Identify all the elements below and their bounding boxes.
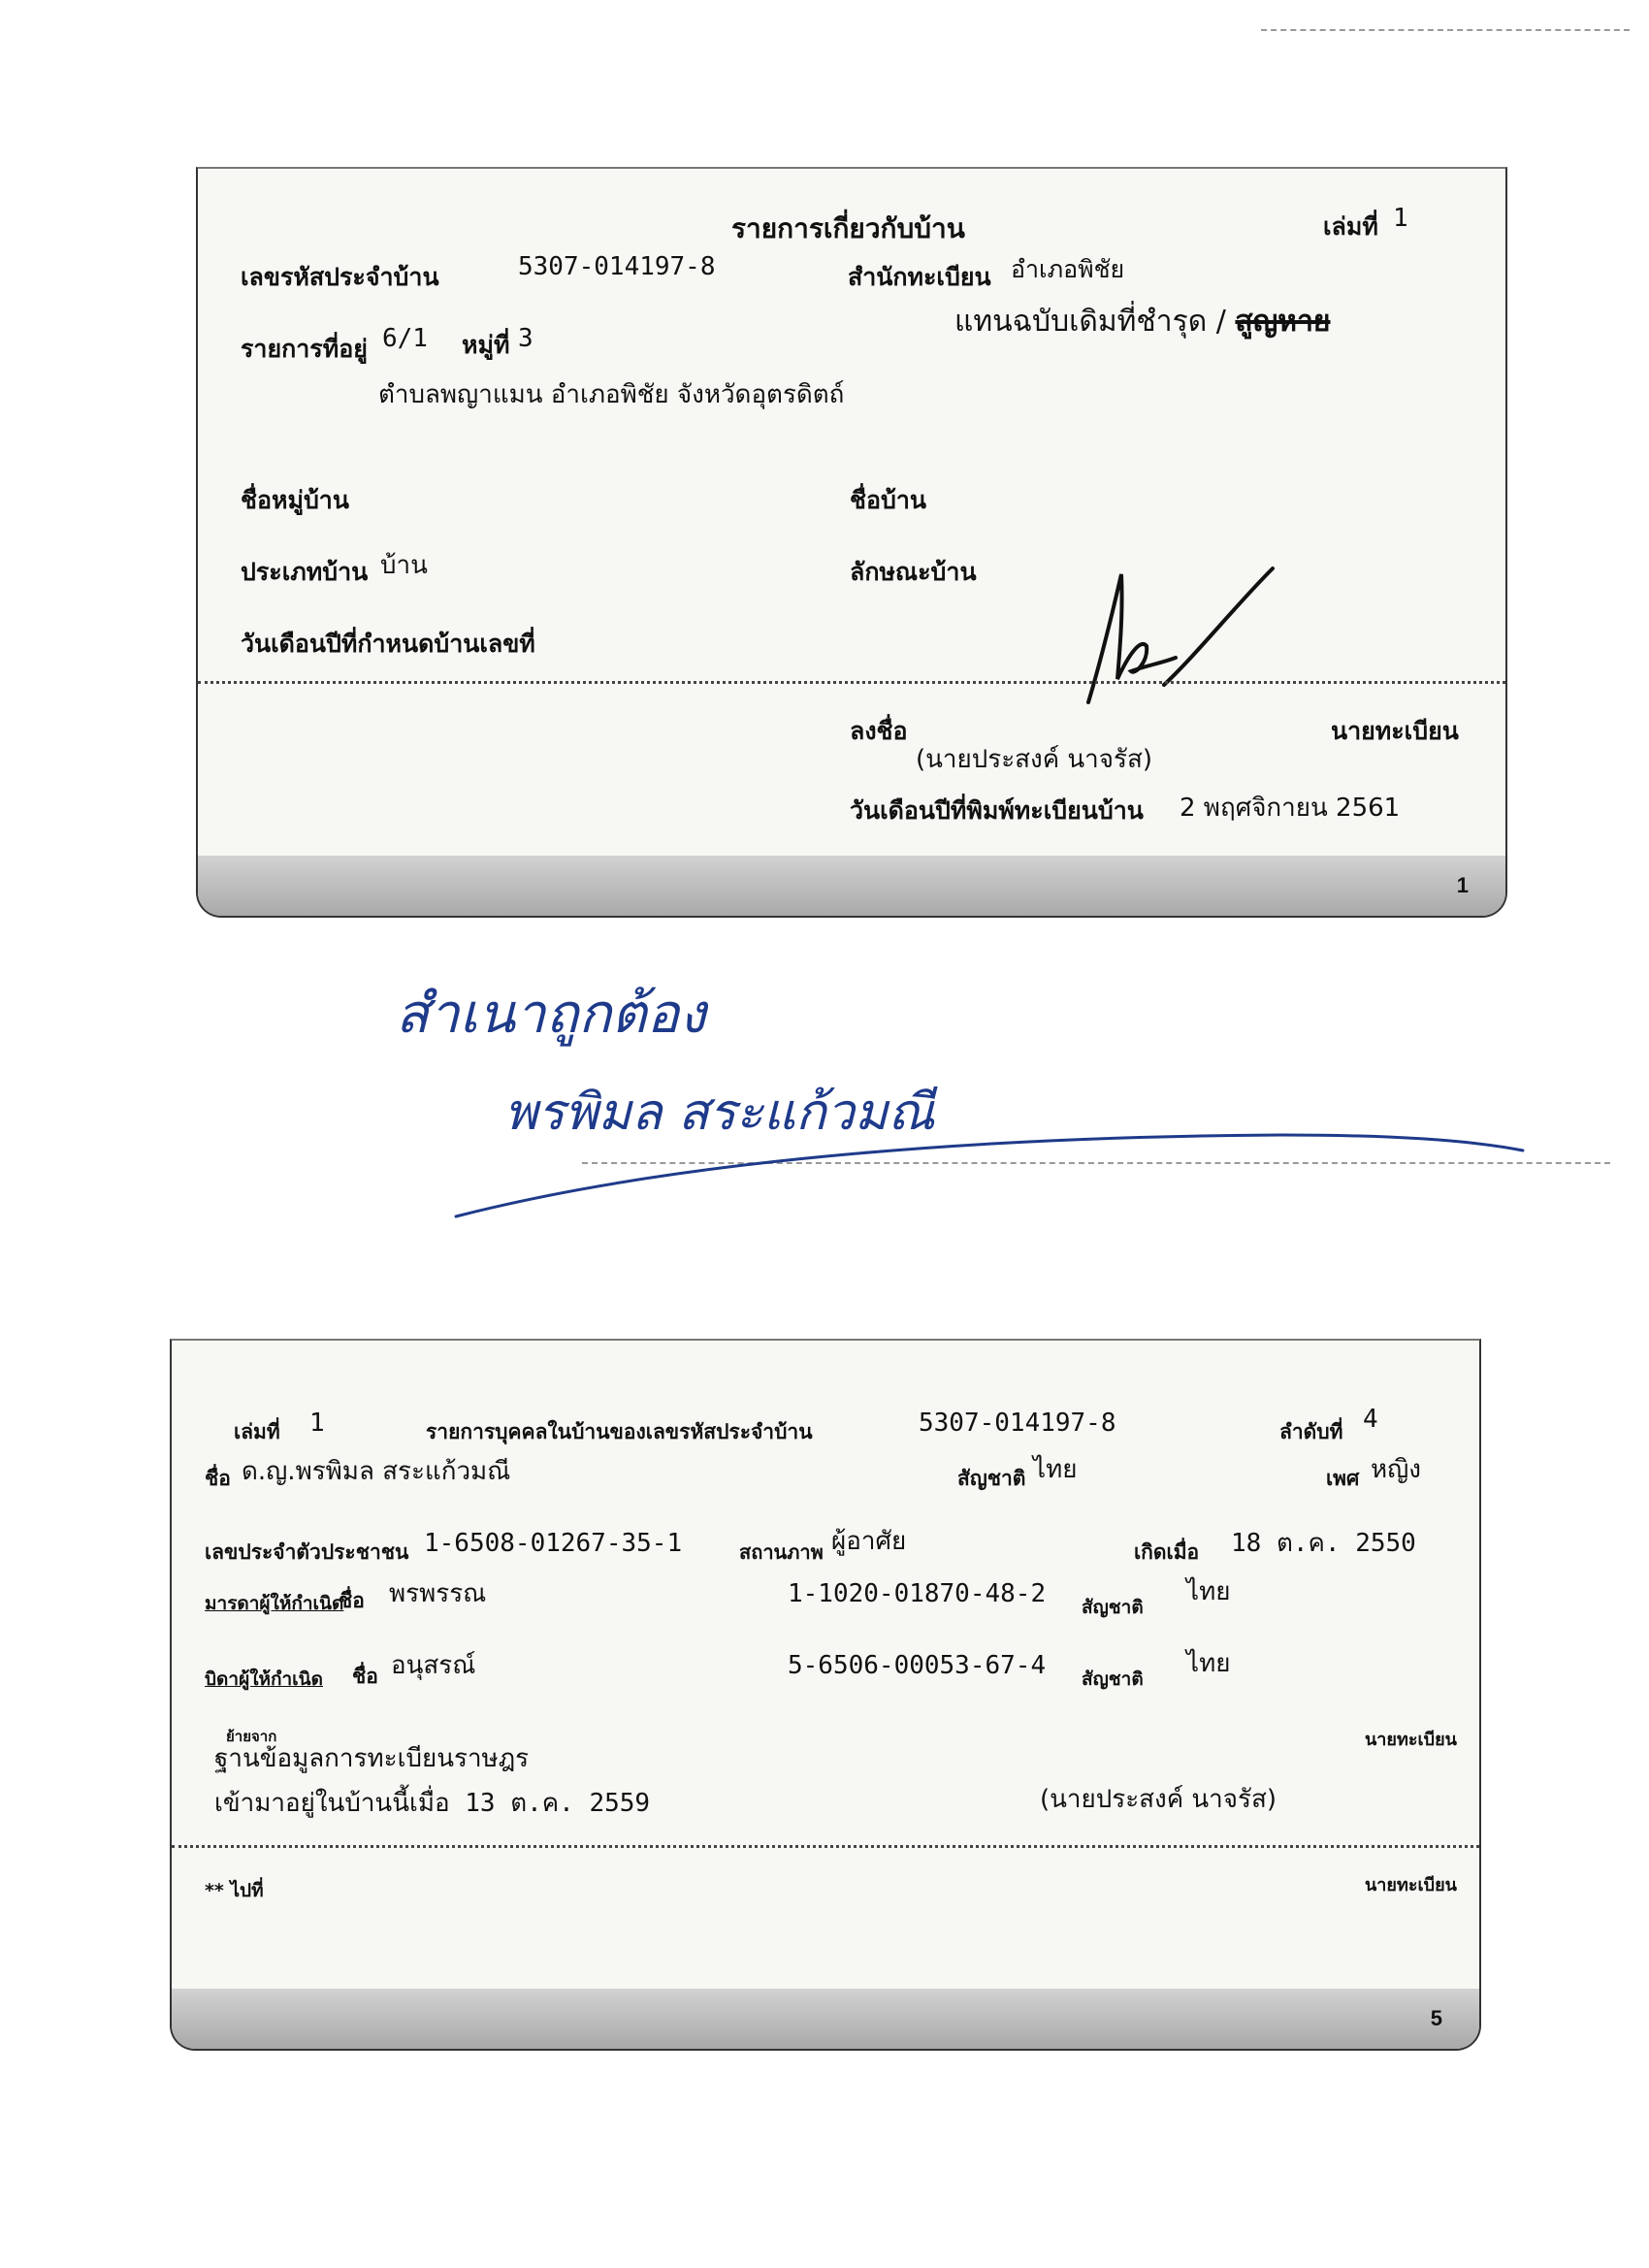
- person-registrar-title-2: นายทะเบียน: [1365, 1875, 1457, 1895]
- moo-label: หมู่ที่: [462, 331, 510, 359]
- village-name-label: ชื่อหมู่บ้าน: [241, 486, 349, 514]
- person-registrar-title: นายทะเบียน: [1365, 1730, 1457, 1750]
- order-number: 4: [1363, 1405, 1378, 1434]
- person-card-title: รายการบุคคลในบ้านของเลขรหัสประจำบ้าน: [426, 1420, 813, 1443]
- mother-id: 1-1020-01870-48-2: [788, 1579, 1047, 1608]
- book-number: 1: [1393, 204, 1408, 233]
- card1-page-number: 1: [1456, 873, 1469, 897]
- birth-label: เกิดเมื่อ: [1134, 1540, 1200, 1564]
- card2-page-number: 5: [1430, 2006, 1442, 2030]
- mother-name: พรพรรณ: [389, 1579, 487, 1608]
- father-name-label: ชื่อ: [352, 1665, 378, 1688]
- father-nationality-label: สัญชาติ: [1082, 1669, 1144, 1690]
- order-label: ลำดับที่: [1279, 1420, 1343, 1443]
- address-label: รายการที่อยู่: [241, 335, 368, 363]
- address-line-2: ตำบลพญาแมน อำเภอพิชัย จังหวัดอุตรดิตถ์: [378, 380, 845, 409]
- status-label: สถานภาพ: [739, 1540, 824, 1564]
- citizen-id-label: เลขประจำตัวประชาชน: [205, 1540, 409, 1564]
- registrar-title: นายทะเบียน: [1331, 717, 1459, 745]
- moved-from-value: ฐานข้อมูลการทะเบียนราษฎร: [214, 1744, 530, 1773]
- person-name: ด.ญ.พรพิมล สระแก้วมณี: [242, 1457, 511, 1486]
- citizen-id-value: 1-6508-01267-35-1: [424, 1529, 683, 1558]
- card1-dotted-divider: [198, 681, 1505, 684]
- card2-footer-band: [172, 1989, 1479, 2049]
- registrar-name: (นายประสงค์ นาจรัส): [916, 745, 1152, 774]
- person-book-label: เล่มที่: [234, 1420, 280, 1443]
- address-number: 6/1: [382, 324, 428, 353]
- father-nationality: ไทย: [1186, 1649, 1231, 1678]
- person-details-card: [170, 1339, 1481, 2051]
- status-value: ผู้อาศัย: [831, 1527, 907, 1556]
- card2-dotted-divider: [172, 1845, 1479, 1848]
- replacement-note-text: แทนฉบับเดิมที่ชำรุด /: [954, 305, 1226, 339]
- father-label: บิดาผู้ให้กำเนิด: [205, 1669, 323, 1690]
- person-registrar-name: (นายประสงค์ นาจรัส): [1040, 1785, 1277, 1814]
- print-date-value: 2 พฤศจิกายน 2561: [1180, 794, 1401, 823]
- registrar-signature: [1071, 557, 1284, 712]
- person-book-number: 1: [309, 1409, 325, 1438]
- nationality-label: สัญชาติ: [957, 1467, 1026, 1490]
- certification-line-2: พรพิมล สระแก้วมณี: [504, 1084, 935, 1142]
- replacement-note: [954, 299, 1331, 344]
- replacement-note-struck: สูญหาย: [1235, 305, 1331, 339]
- number-assigned-date-label: วันเดือนปีที่กำหนดบ้านเลขที่: [241, 630, 535, 658]
- certification-line-1: สำเนาถูกต้อง: [396, 983, 706, 1046]
- sex-label: เพศ: [1326, 1467, 1360, 1490]
- moved-in-date: เข้ามาอยู่ในบ้านนี้เมื่อ 13 ต.ค. 2559: [214, 1789, 651, 1818]
- house-card-title: รายการเกี่ยวกับบ้าน: [731, 212, 965, 244]
- person-house-code: 5307-014197-8: [919, 1409, 1116, 1438]
- house-code-label: เลขรหัสประจำบ้าน: [241, 263, 439, 291]
- house-details-card: [196, 167, 1507, 918]
- print-date-label: วันเดือนปีที่พิมพ์ทะเบียนบ้าน: [850, 796, 1144, 825]
- registry-office-value: อำเภอพิชัย: [1011, 255, 1125, 283]
- house-type-value: บ้าน: [380, 551, 428, 580]
- father-name: อนุสรณ์: [391, 1651, 476, 1680]
- scan-edge-top: [1261, 29, 1630, 31]
- house-feature-label: ลักษณะบ้าน: [850, 558, 977, 586]
- mother-name-label: ชื่อ: [339, 1589, 365, 1612]
- mother-label: มารดาผู้ให้กำเนิด: [205, 1593, 344, 1614]
- signed-label: ลงชื่อ: [850, 717, 908, 745]
- certification-underline: [446, 1116, 1533, 1222]
- father-id: 5-6506-00053-67-4: [788, 1651, 1047, 1680]
- house-code-value: 5307-014197-8: [518, 252, 716, 281]
- moved-to-label: ** ไปที่: [205, 1880, 264, 1901]
- moved-from-prefix: ย้ายจาก: [226, 1728, 277, 1745]
- house-name-label: ชื่อบ้าน: [850, 486, 926, 514]
- birth-date: 18 ต.ค. 2550: [1231, 1529, 1416, 1558]
- card1-footer-band: [198, 856, 1505, 916]
- moo-number: 3: [518, 324, 534, 353]
- registry-office-label: สำนักทะเบียน: [848, 263, 991, 291]
- mother-nationality: ไทย: [1186, 1577, 1231, 1606]
- sex-value: หญิง: [1371, 1455, 1421, 1484]
- person-name-label: ชื่อ: [205, 1467, 231, 1490]
- nationality-value: ไทย: [1033, 1455, 1078, 1484]
- book-label: เล่มที่: [1323, 212, 1378, 241]
- house-type-label: ประเภทบ้าน: [241, 558, 369, 586]
- mother-nationality-label: สัญชาติ: [1082, 1597, 1144, 1618]
